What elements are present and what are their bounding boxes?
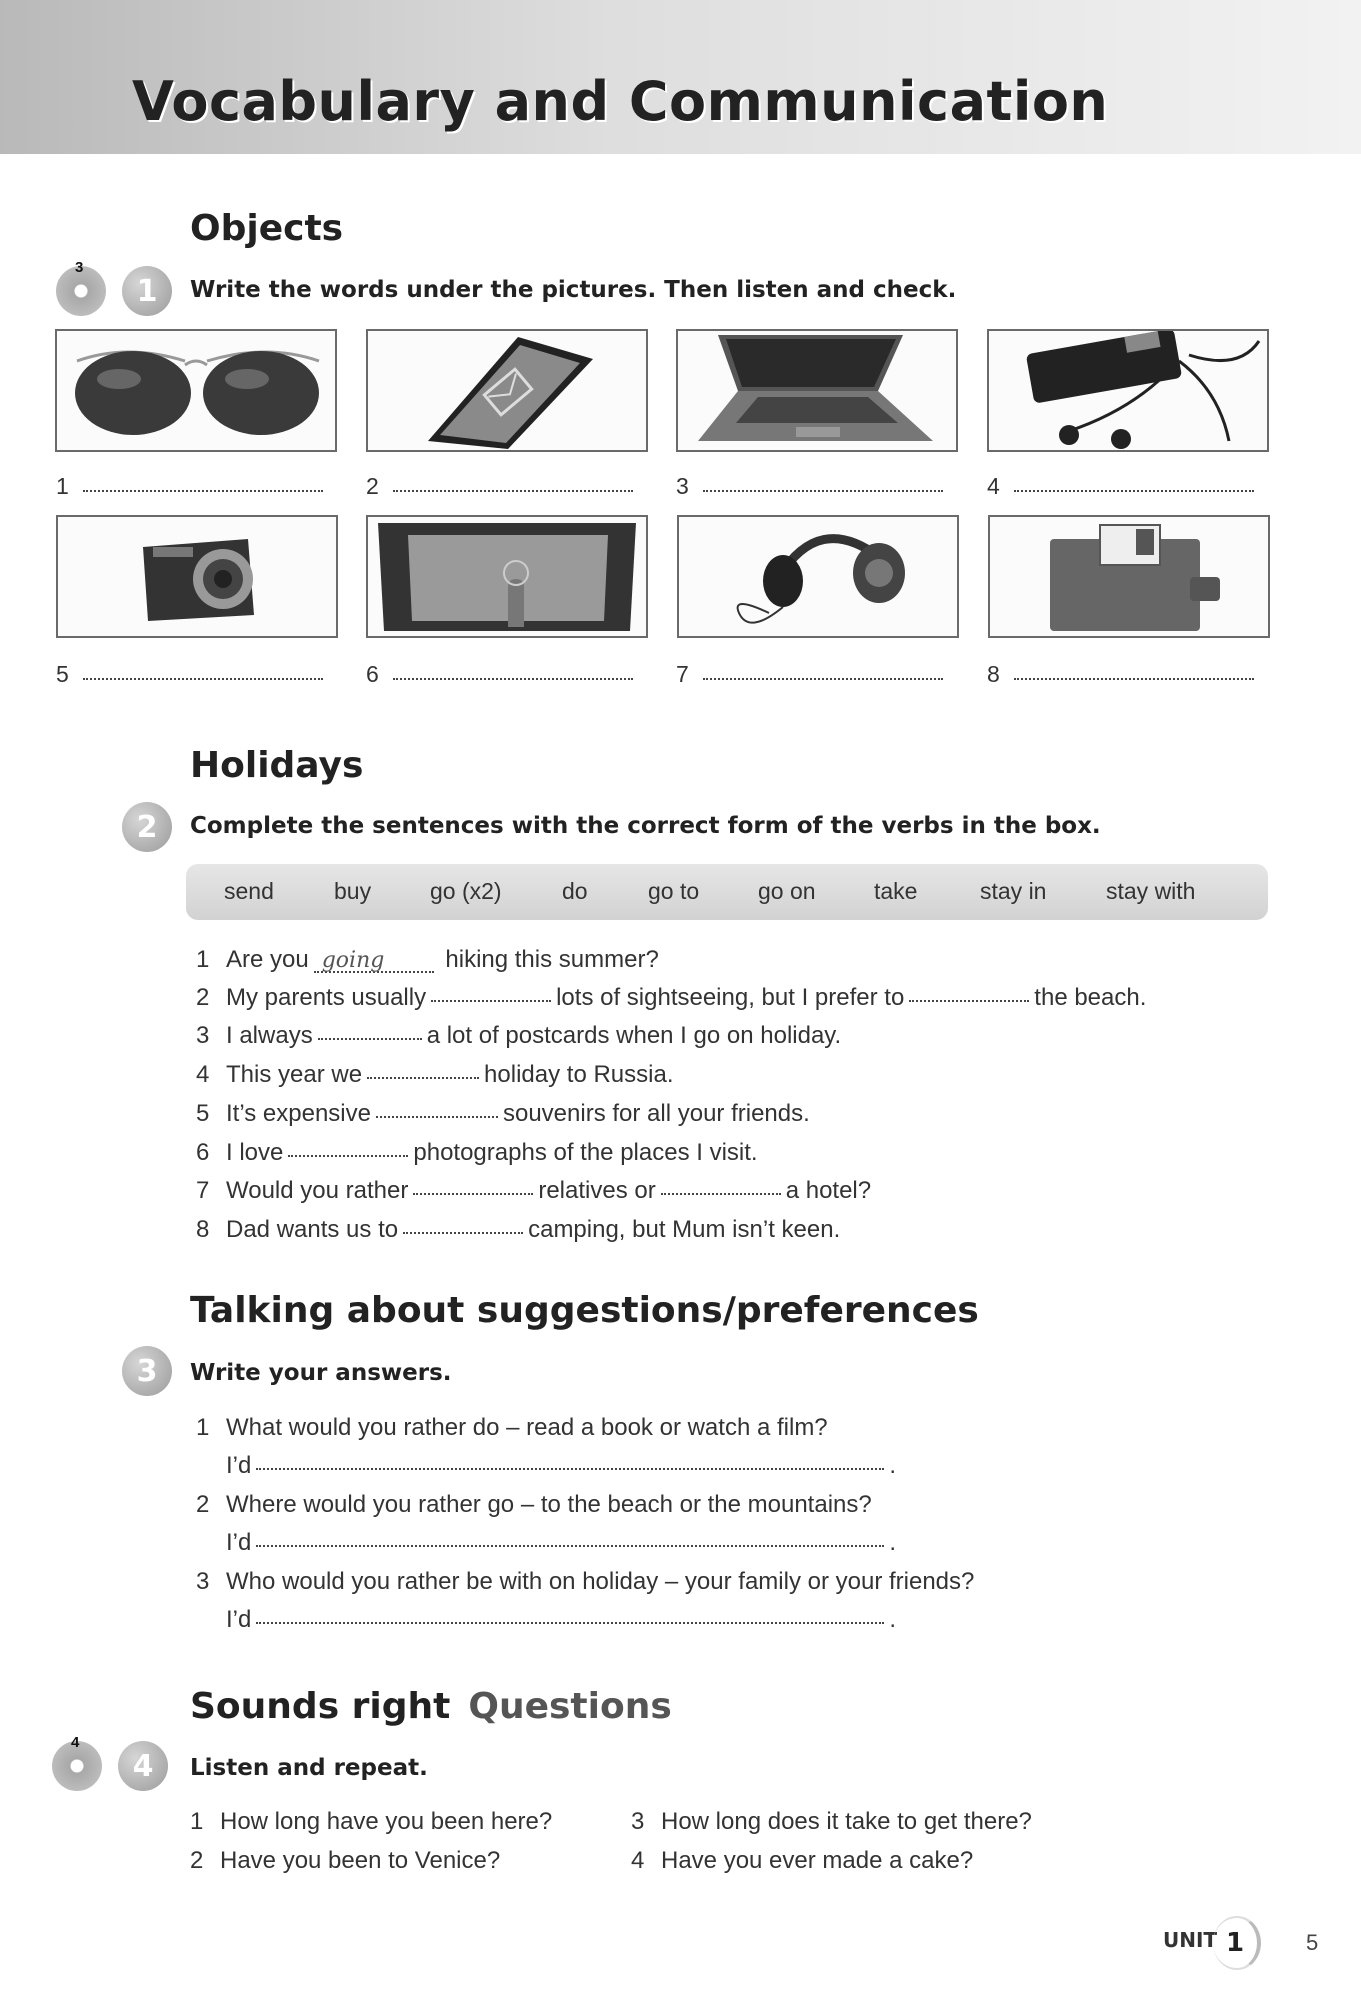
holidays-heading: Holidays	[190, 745, 364, 786]
picture-smartphone	[366, 329, 648, 452]
answer-gap[interactable]	[431, 998, 551, 1002]
camera-icon	[58, 517, 336, 636]
sentence-2: 2 My parents usually lots of sightseeing, but I prefer to the beach.	[196, 984, 1147, 1011]
question-2: 2 Where would you rather go – to the beach or the mountains?	[196, 1491, 872, 1518]
answer-line[interactable]: I’d .	[226, 1529, 897, 1556]
sentence-4: 4 This year we holiday to Russia.	[196, 1061, 674, 1088]
example-answer: going	[314, 951, 434, 973]
mp3-player-icon	[989, 331, 1267, 450]
exercise-number-badge: 4	[118, 1741, 168, 1791]
word-box-item: go (x2)	[430, 878, 502, 904]
exercise-number-badge: 1	[122, 266, 172, 316]
wallet-icon	[990, 517, 1268, 636]
word-box-item: go on	[758, 878, 816, 904]
answer-blank[interactable]: 1	[56, 473, 323, 500]
answer-blank[interactable]: 4	[987, 473, 1254, 500]
question-1: 1 What would you rather do – read a book or watch a film?	[196, 1414, 828, 1441]
sounds-right-heading: Sounds right Questions	[190, 1686, 672, 1727]
answer-line[interactable]: I’d .	[226, 1452, 897, 1479]
answer-blank[interactable]: 8	[987, 661, 1254, 688]
suggestions-heading: Talking about suggestions/preferences	[190, 1290, 979, 1331]
word-box-item: stay with	[1106, 878, 1196, 904]
answer-blank[interactable]: 5	[56, 661, 323, 688]
question-3: 3 Who would you rather be with on holiday – your family or your friends?	[196, 1568, 975, 1595]
word-box	[186, 864, 1268, 920]
header-banner	[0, 0, 1361, 154]
word-box-item: stay in	[980, 878, 1047, 904]
sentence-8: 8 Dad wants us to camping, but Mum isn’t keen.	[196, 1216, 841, 1243]
page-title: Vocabulary and Communication	[132, 70, 1109, 133]
tablet-icon	[368, 517, 646, 636]
sentence-7: 7 Would you rather relatives or a hotel?	[196, 1177, 872, 1204]
answer-blank[interactable]: 7	[676, 661, 943, 688]
repeat-item: 2 Have you been to Venice?	[190, 1847, 501, 1874]
answer-blank[interactable]: 3	[676, 473, 943, 500]
repeat-item: 3 How long does it take to get there?	[631, 1808, 1032, 1835]
exercise-number-badge: 2	[122, 802, 172, 852]
page-number: 5	[1306, 1930, 1319, 1955]
repeat-item: 1 How long have you been here?	[190, 1808, 553, 1835]
sunglasses-icon	[57, 331, 335, 450]
answer-line[interactable]: I’d .	[226, 1606, 897, 1633]
track-number: 4	[71, 1734, 80, 1751]
repeat-item: 4 Have you ever made a cake?	[631, 1847, 974, 1874]
answer-gap[interactable]	[403, 1230, 523, 1234]
objects-heading: Objects	[190, 208, 344, 249]
unit-number: 1	[1213, 1916, 1261, 1970]
answer-blank[interactable]: 6	[366, 661, 633, 688]
suggestions-instruction: Write your answers.	[190, 1360, 452, 1386]
headphones-icon	[679, 517, 957, 636]
word-box-item: do	[562, 878, 588, 904]
sentence-1: 1 Are you going hiking this summer?	[196, 946, 659, 973]
picture-mp3-player	[987, 329, 1269, 452]
word-box-item: go to	[648, 878, 700, 904]
word-box-item: send	[224, 878, 274, 904]
picture-wallet	[988, 515, 1270, 638]
sentence-6: 6 I love photographs of the places I visit.	[196, 1139, 758, 1166]
sentence-5: 5 It’s expensive souvenirs for all your friends.	[196, 1100, 810, 1127]
sentence-3: 3 I always a lot of postcards when I go on holiday.	[196, 1022, 842, 1049]
answer-gap[interactable]	[661, 1191, 781, 1195]
laptop-icon	[678, 331, 956, 450]
answer-gap[interactable]	[376, 1114, 498, 1118]
objects-instruction: Write the words under the pictures. Then listen and check.	[190, 277, 957, 303]
track-number: 3	[75, 259, 84, 276]
picture-tablet	[366, 515, 648, 638]
audio-cd-icon[interactable]	[56, 259, 106, 316]
picture-sunglasses	[55, 329, 337, 452]
word-box-item: buy	[334, 878, 372, 904]
picture-headphones	[677, 515, 959, 638]
answer-gap[interactable]	[318, 1036, 422, 1040]
holidays-instruction: Complete the sentences with the correct form of the verbs in the box.	[190, 813, 1101, 839]
exercise-number-badge: 3	[122, 1346, 172, 1396]
picture-laptop	[676, 329, 958, 452]
smartphone-icon	[368, 331, 646, 450]
word-box-item: take	[874, 878, 918, 904]
sounds-right-subheading: Questions	[468, 1686, 672, 1727]
sounds-right-instruction: Listen and repeat.	[190, 1755, 428, 1781]
answer-gap[interactable]	[288, 1153, 408, 1157]
picture-camera	[56, 515, 338, 638]
answer-gap[interactable]	[367, 1075, 479, 1079]
answer-gap[interactable]	[413, 1191, 533, 1195]
unit-label: UNIT	[1163, 1928, 1218, 1952]
answer-gap[interactable]	[909, 998, 1029, 1002]
answer-blank[interactable]: 2	[366, 473, 633, 500]
audio-cd-icon[interactable]	[52, 1734, 102, 1791]
